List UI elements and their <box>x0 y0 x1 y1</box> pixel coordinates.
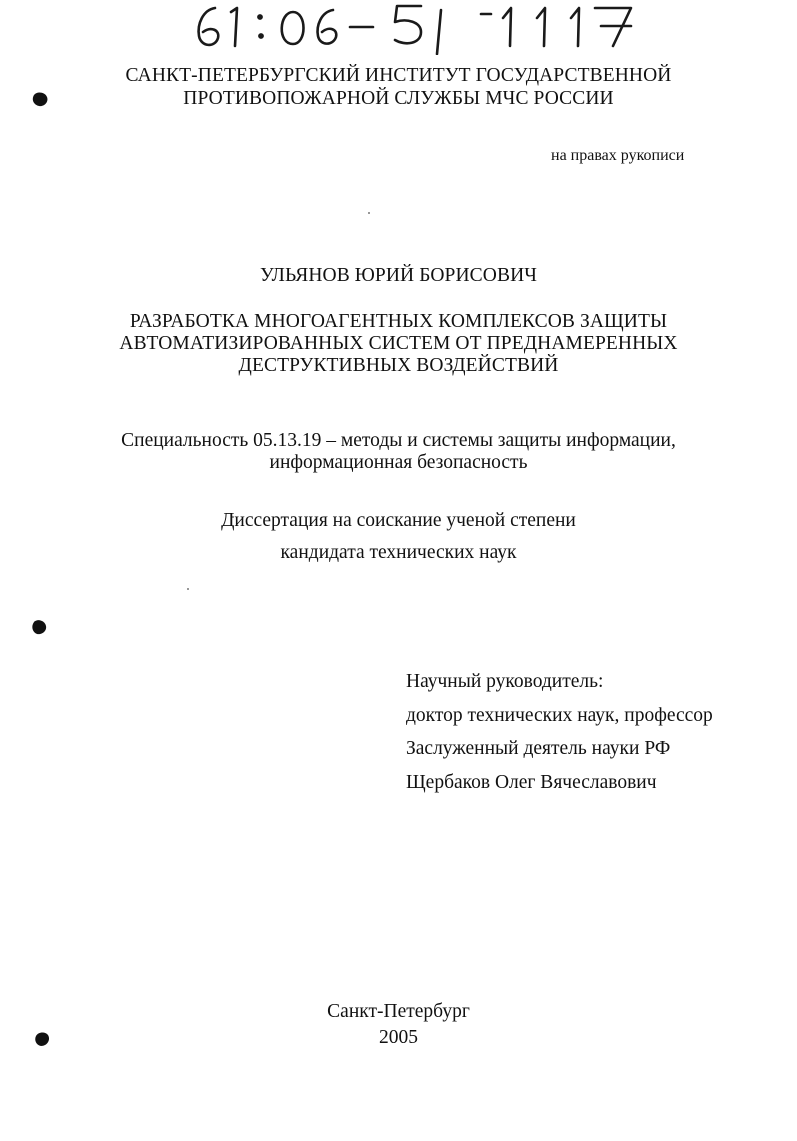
dissertation-title-line-3: ДЕСТРУКТИВНЫХ ВОЗДЕЙСТВИЙ <box>238 355 559 376</box>
dissertation-title-line-1: РАЗРАБОТКА МНОГОАГЕНТНЫХ КОМПЛЕКСОВ ЗАЩИТЫ <box>129 311 668 332</box>
author-name: УЛЬЯНОВ ЮРИЙ БОРИСОВИЧ <box>259 265 538 286</box>
supervisor-heading: Научный руководитель: <box>406 671 604 692</box>
handwritten-catalog-note <box>185 0 685 55</box>
supervisor-name: Щербаков Олег Вячеславович <box>406 772 657 793</box>
specialty-line-1: Специальность 05.13.19 – методы и системы защиты информации, <box>121 430 676 451</box>
institute-name-line-2: ПРОТИВОПОЖАРНОЙ СЛУЖБЫ МЧС РОССИИ <box>183 88 614 109</box>
specialty-line-2: информационная безопасность <box>269 452 528 473</box>
scan-speck <box>368 212 370 214</box>
punch-hole-mark <box>30 618 48 636</box>
institute-name-line-1: САНКТ-ПЕТЕРБУРГСКИЙ ИНСТИТУТ ГОСУДАРСТВЕННОЙ <box>125 65 672 86</box>
degree-line-2: кандидата технических наук <box>280 542 517 563</box>
degree-line-1: Диссертация на соискание ученой степени <box>221 510 576 531</box>
footer-year: 2005 <box>379 1027 418 1048</box>
dissertation-title-line-2: АВТОМАТИЗИРОВАННЫХ СИСТЕМ ОТ ПРЕДНАМЕРЕННЫХ <box>119 333 678 354</box>
supervisor-degree: доктор технических наук, профессор <box>406 705 713 726</box>
footer-city: Санкт-Петербург <box>327 1001 470 1022</box>
supervisor-honor: Заслуженный деятель науки РФ <box>406 738 671 759</box>
scan-speck <box>187 588 189 590</box>
manuscript-rights-note: на правах рукописи <box>551 147 685 164</box>
